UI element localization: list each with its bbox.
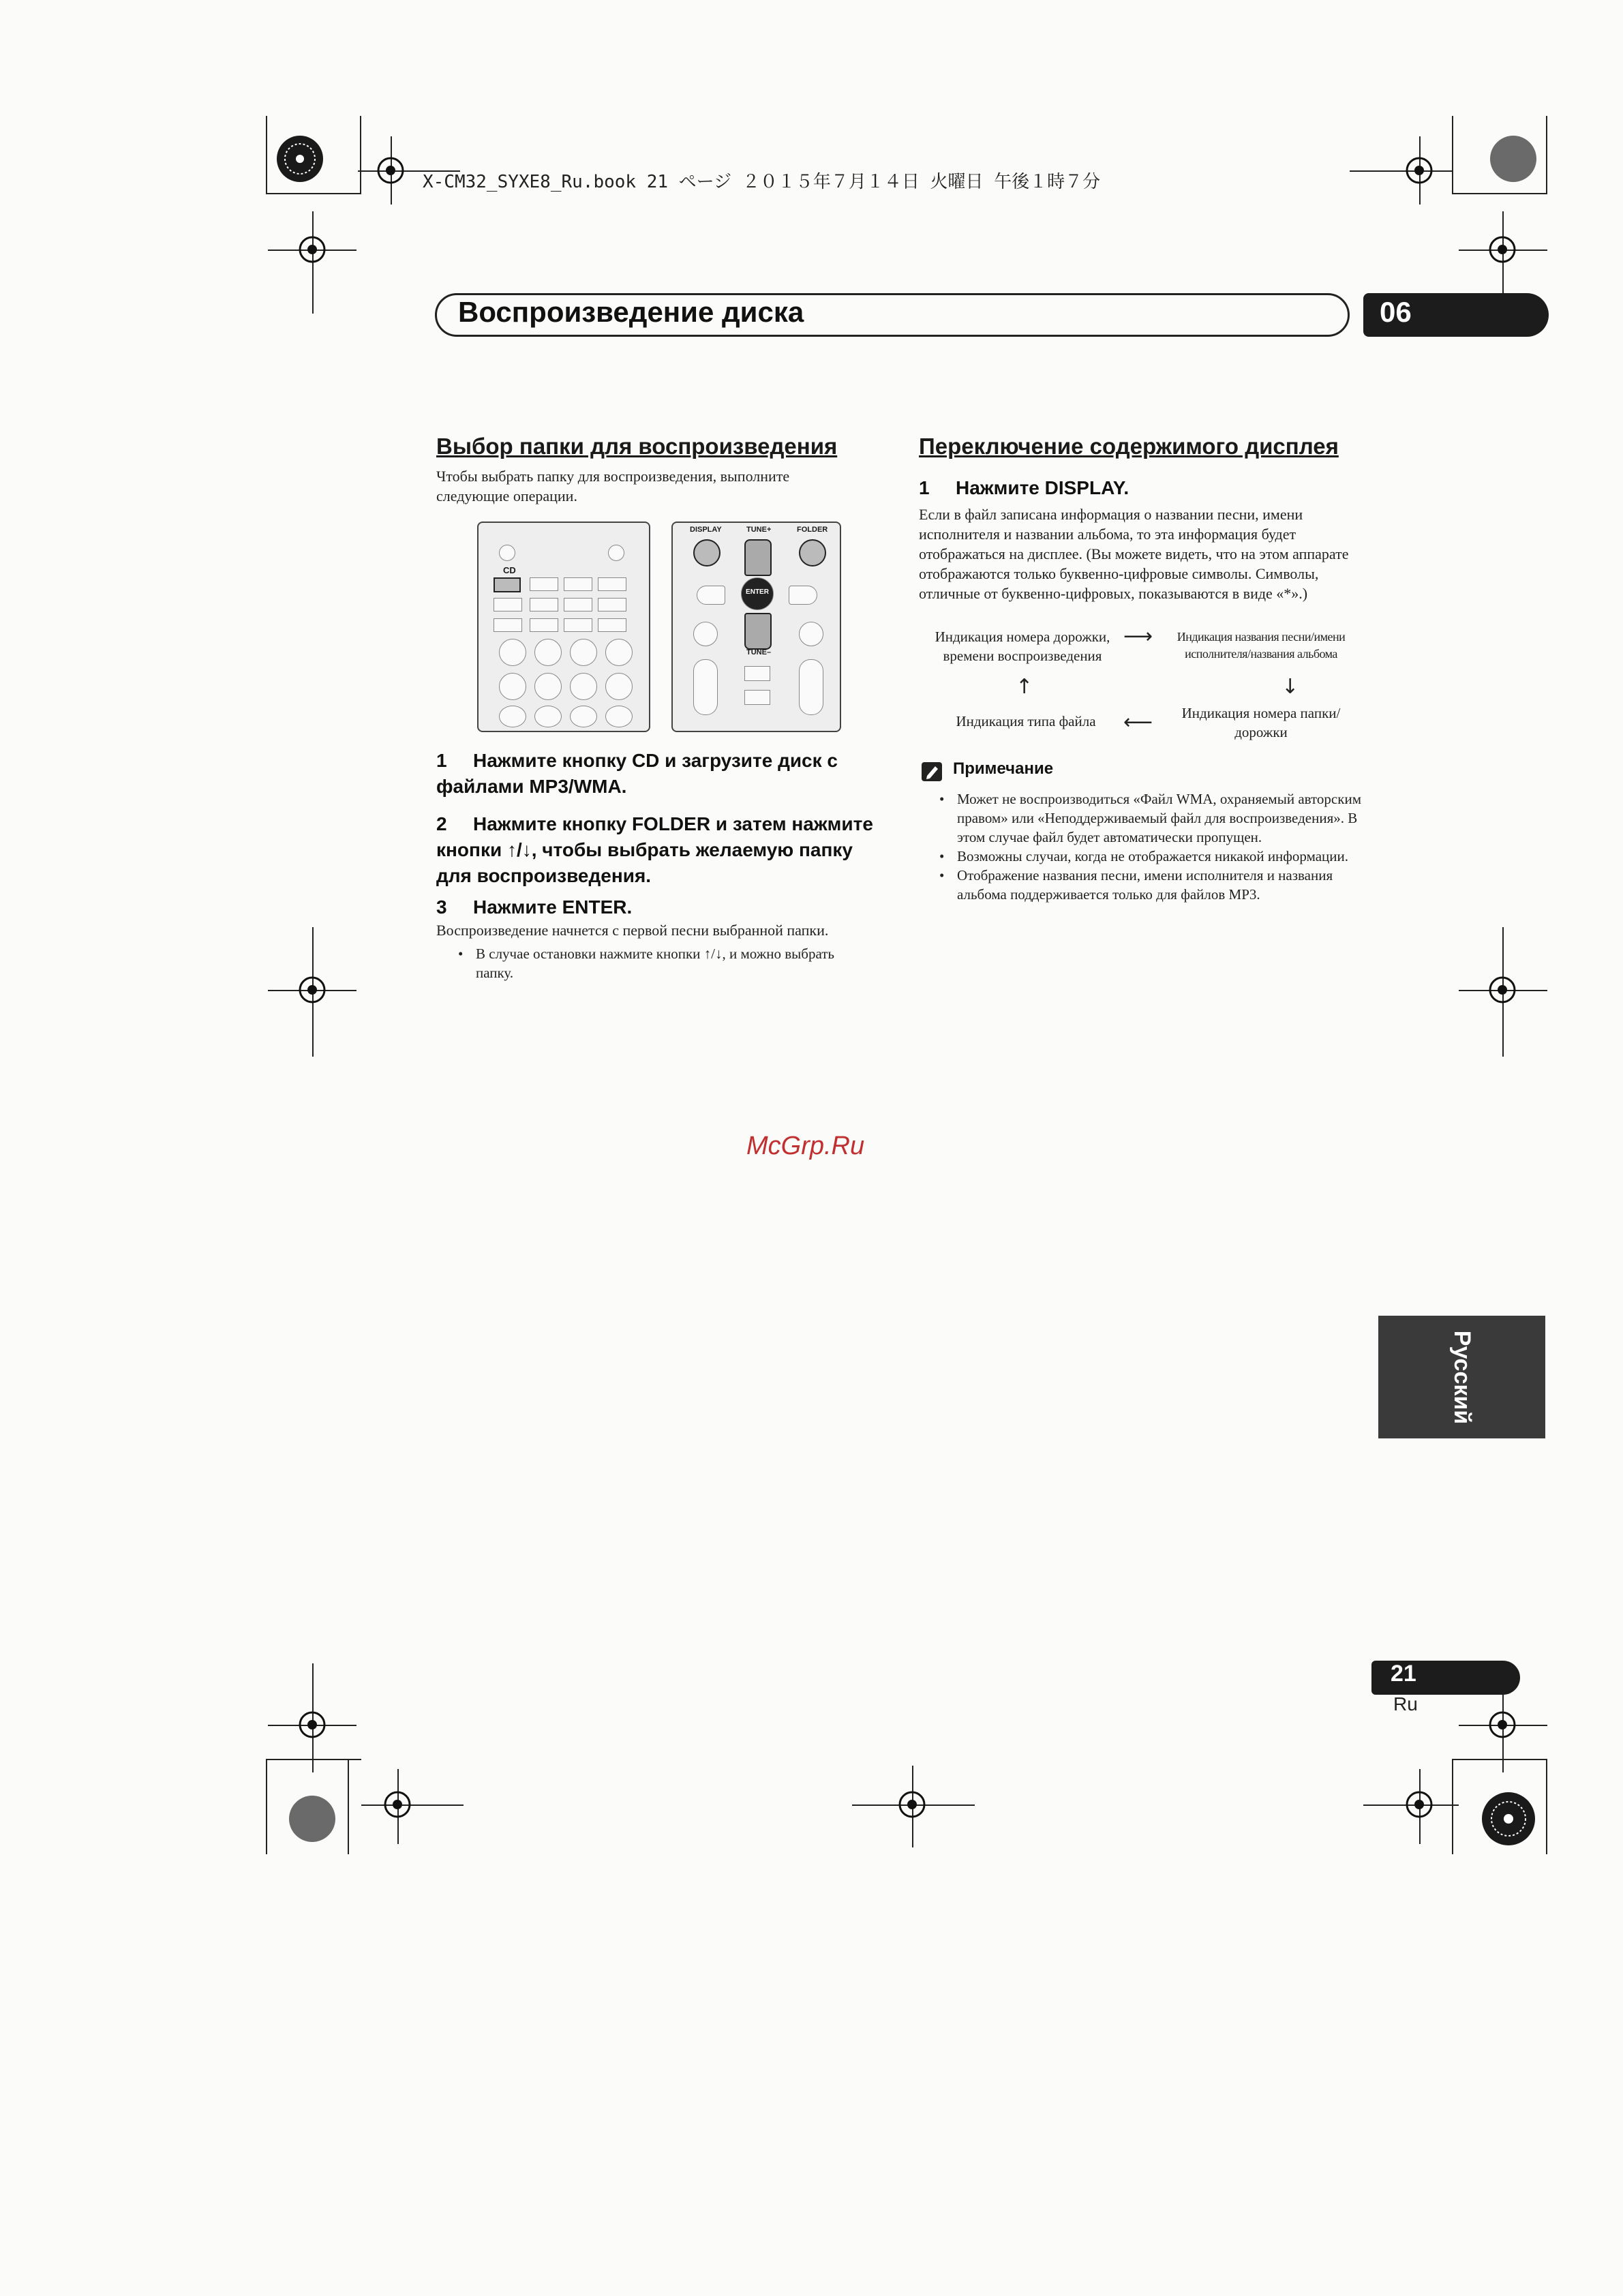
left-section-title: Выбор папки для воспроизведения bbox=[436, 434, 838, 459]
flow-track-time: Индикация номера дорожки, времени воспроизведения bbox=[935, 629, 1110, 664]
arrow-up-icon: ↑ bbox=[1016, 675, 1033, 699]
note-list bbox=[931, 789, 1364, 904]
remote-right-panel bbox=[671, 522, 841, 732]
left-step-1: 1 Нажмите кнопку CD и загрузите диск с файлами MP3/WMA. bbox=[436, 750, 838, 797]
folder-button bbox=[799, 539, 826, 567]
list-item: • Возможны случаи, когда не отображается никакой информации. bbox=[931, 847, 1364, 866]
down-arrow-button bbox=[744, 613, 772, 650]
arrow-right-icon: ⟶ bbox=[1123, 624, 1153, 648]
right-step-1: 1 Нажмите DISPLAY. bbox=[919, 477, 1129, 498]
remote-illustration bbox=[477, 522, 838, 729]
tune-minus-label: TUNE– bbox=[746, 648, 772, 656]
registration-mark-icon bbox=[1482, 1704, 1523, 1745]
chapter-number: 06 bbox=[1380, 296, 1412, 328]
note-title: Примечание bbox=[953, 759, 1054, 778]
list-item: • Может не воспроизводиться «Файл WMA, охраняемый авторским правом» или «Неподдерживаемый файл для воспроизведения». В этом случае файл будет автоматически пропущен. bbox=[931, 789, 1364, 847]
watermark: McGrp.Ru bbox=[746, 1132, 865, 1160]
flow-file-type: Индикация типа файла bbox=[956, 713, 1096, 729]
list-item: • В случае остановки нажмите кнопки ↑/↓, и можно выбрать папку. bbox=[450, 944, 859, 982]
right-section-title: Переключение содержимого дисплея bbox=[919, 434, 1339, 459]
arrow-down-icon: ↓ bbox=[1281, 675, 1299, 699]
arrow-left-icon: ⟵ bbox=[1123, 710, 1153, 734]
registration-mark-icon bbox=[292, 1704, 333, 1745]
step3-description: Воспроизведение начнется с первой песни выбранной папки. bbox=[436, 922, 829, 939]
registration-mark-icon bbox=[1482, 969, 1523, 1010]
registration-mark-icon bbox=[377, 1784, 418, 1825]
registration-mark-icon bbox=[1399, 1784, 1440, 1825]
remote-left-panel bbox=[477, 522, 650, 732]
registration-mark-icon bbox=[1399, 150, 1440, 191]
gray-dot-mark-icon bbox=[1487, 133, 1539, 185]
display-flow-diagram bbox=[920, 624, 1363, 743]
starburst-mark-icon bbox=[274, 133, 326, 185]
registration-mark-icon bbox=[292, 969, 333, 1010]
up-arrow-button bbox=[744, 539, 772, 576]
left-step-3: 3 Нажмите ENTER. bbox=[436, 896, 633, 918]
folder-label: FOLDER bbox=[797, 526, 828, 534]
registration-mark-icon bbox=[892, 1784, 932, 1825]
page-number: 21 bbox=[1391, 1661, 1416, 1687]
page-language: Ru bbox=[1393, 1693, 1418, 1715]
note-icon bbox=[920, 759, 945, 784]
registration-mark-icon bbox=[1482, 229, 1523, 270]
left-bullet-list bbox=[450, 944, 859, 982]
display-button bbox=[693, 539, 721, 567]
left-intro: Чтобы выбрать папку для воспроизведения, выполните следующие операции. bbox=[436, 468, 790, 504]
cd-button bbox=[494, 577, 521, 592]
left-step-2: 2 Нажмите кнопку FOLDER и затем нажмите кнопки ↑/↓, чтобы выбрать желаемую папку для воспроизведения. bbox=[436, 813, 873, 886]
registration-mark-icon bbox=[370, 150, 411, 191]
display-label: DISPLAY bbox=[690, 526, 722, 534]
flow-folder-track: Индикация номера папки/дорожки bbox=[1181, 705, 1341, 740]
list-item: • Отображение названия песни, имени исполнителя и названия альбома поддерживается только для файлов MP3. bbox=[931, 866, 1364, 904]
print-header: X-CM32_SYXE8_Ru.book 21 ページ ２０１５年７月１４日 火曜日 午後１時７分 bbox=[423, 172, 1101, 192]
gray-dot-mark-icon bbox=[286, 1793, 338, 1845]
registration-mark-icon bbox=[292, 229, 333, 270]
tune-plus-label: TUNE+ bbox=[746, 526, 772, 534]
page-title: Воспроизведение диска bbox=[458, 296, 804, 328]
display-description: Если в файл записана информация о названии песни, имени исполнителя и названии альбома, то эта информация будет отображаться на дисплее. (Вы можете видеть, что на этом аппарате отображаются только буквенно-цифровые символы. Символы, отличные от буквенно-цифровых, показываются в виде «*».) bbox=[919, 506, 1349, 602]
enter-label: ENTER bbox=[746, 588, 769, 596]
flow-song-artist-album: Индикация названия песни/имени исполнителя/названия альбома bbox=[1177, 630, 1346, 661]
starburst-mark-icon bbox=[1479, 1789, 1538, 1848]
cd-label: CD bbox=[503, 565, 516, 575]
language-tab-label: Русский bbox=[1448, 1330, 1475, 1424]
